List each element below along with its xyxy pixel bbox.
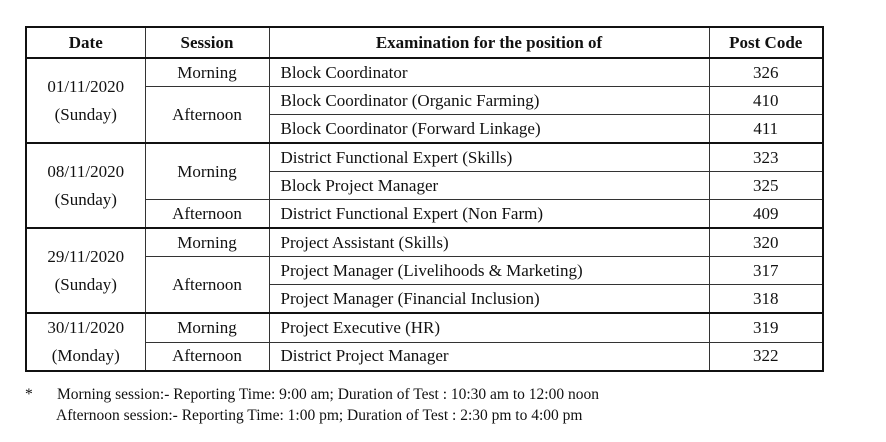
morning-session-note bbox=[25, 385, 599, 405]
afternoon-note-text: Afternoon session:- Reporting Time: 1:00 pm; Duration of Test : 2:30 pm to 4:00 pm bbox=[56, 407, 583, 424]
session-cell: Morning bbox=[145, 143, 269, 200]
schedule-body bbox=[26, 58, 823, 371]
header-position: Examination for the position of bbox=[269, 27, 709, 58]
post-code-cell: 325 bbox=[709, 172, 823, 200]
session-cell: Morning bbox=[145, 58, 269, 87]
post-code-cell: 320 bbox=[709, 228, 823, 257]
session-cell: Afternoon bbox=[145, 257, 269, 314]
afternoon-session-note bbox=[56, 406, 582, 426]
position-cell: Project Manager (Livelihoods & Marketing) bbox=[269, 257, 709, 285]
position-cell: Block Project Manager bbox=[269, 172, 709, 200]
session-cell: Morning bbox=[145, 228, 269, 257]
date-cell bbox=[26, 313, 145, 371]
table-row bbox=[26, 143, 823, 172]
exam-weekday: (Monday) bbox=[51, 346, 120, 365]
position-cell: Project Manager (Financial Inclusion) bbox=[269, 285, 709, 314]
table-row bbox=[26, 313, 823, 342]
exam-date: 01/11/2020 bbox=[47, 76, 125, 96]
position-cell: Block Coordinator bbox=[269, 58, 709, 87]
post-code-cell: 322 bbox=[709, 342, 823, 371]
header-session: Session bbox=[145, 27, 269, 58]
exam-date: 29/11/2020 bbox=[47, 246, 125, 266]
note-marker: * bbox=[25, 386, 33, 403]
post-code-cell: 319 bbox=[709, 313, 823, 342]
table-row bbox=[26, 200, 823, 229]
exam-date: 08/11/2020 bbox=[47, 161, 125, 181]
post-code-cell: 409 bbox=[709, 200, 823, 229]
header-row bbox=[26, 27, 823, 58]
table-row bbox=[26, 228, 823, 257]
table-row bbox=[26, 87, 823, 115]
table-row bbox=[26, 58, 823, 87]
position-cell: District Functional Expert (Skills) bbox=[269, 143, 709, 172]
session-cell: Morning bbox=[145, 313, 269, 342]
exam-weekday: (Sunday) bbox=[54, 104, 117, 124]
post-code-cell: 323 bbox=[709, 143, 823, 172]
header-post-code: Post Code bbox=[709, 27, 823, 58]
table-row bbox=[26, 342, 823, 371]
exam-weekday: (Sunday) bbox=[54, 189, 117, 209]
post-code-cell: 326 bbox=[709, 58, 823, 87]
position-cell: Project Assistant (Skills) bbox=[269, 228, 709, 257]
position-cell: Block Coordinator (Organic Farming) bbox=[269, 87, 709, 115]
position-cell: District Functional Expert (Non Farm) bbox=[269, 200, 709, 229]
exam-weekday: (Sunday) bbox=[54, 274, 117, 294]
post-code-cell: 317 bbox=[709, 257, 823, 285]
session-cell: Afternoon bbox=[145, 200, 269, 229]
exam-date: 30/11/2020 bbox=[47, 318, 125, 337]
session-cell: Afternoon bbox=[145, 87, 269, 144]
date-cell bbox=[26, 143, 145, 228]
position-cell: Block Coordinator (Forward Linkage) bbox=[269, 115, 709, 144]
date-cell bbox=[26, 228, 145, 313]
morning-note-text: Morning session:- Reporting Time: 9:00 am; Duration of Test : 10:30 am to 12:00 noon bbox=[57, 386, 599, 403]
session-cell: Afternoon bbox=[145, 342, 269, 371]
position-cell: District Project Manager bbox=[269, 342, 709, 371]
post-code-cell: 411 bbox=[709, 115, 823, 144]
header-date: Date bbox=[26, 27, 145, 58]
post-code-cell: 318 bbox=[709, 285, 823, 314]
exam-schedule-table bbox=[25, 26, 824, 372]
position-cell: Project Executive (HR) bbox=[269, 313, 709, 342]
post-code-cell: 410 bbox=[709, 87, 823, 115]
date-cell bbox=[26, 58, 145, 143]
table-row bbox=[26, 257, 823, 285]
